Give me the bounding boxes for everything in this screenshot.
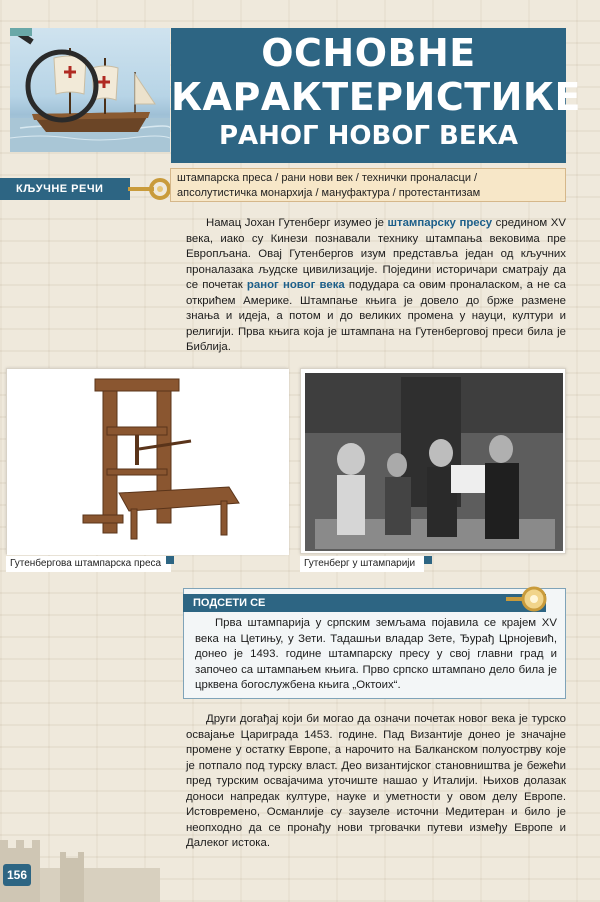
chapter-title xyxy=(171,28,581,163)
caption-marker xyxy=(424,556,432,564)
highlight-early-modern-age: раног новог века xyxy=(246,279,345,291)
keywords-line-2: апсолутистичка монархија / мануфактура / протестантизам xyxy=(177,187,481,199)
keywords-label: КЉУЧНЕ РЕЧИ xyxy=(0,178,130,200)
title-line-1: ОСНОВНЕ xyxy=(261,31,476,75)
key-icon xyxy=(128,168,172,210)
intro-text-3: подудара са овим проналаском, а не са открићем Америке. Штампање књига је довело до брже размене знања и идеја, а потом и до великих промена у науци, култури и религији. Прва књига која је штампана на Гутенберговој преси била је Библија. xyxy=(186,279,566,353)
caption-printing-press: Гутенбергова штампарска преса xyxy=(6,556,171,572)
gear-key-icon xyxy=(506,582,550,616)
remind-text xyxy=(195,616,557,694)
remind-text-content: Прва штампарија у српским земљама појавила се крајем XV века на Цетињу, у Зети. Тадашњи владар Зете, Ђурађ Црнојевић, донео је 1493. године штампарску пресу у свој главни град и започео са штампањем књига. Прво српско штампано дело била је црквена богослужбена књига „Октоих“. xyxy=(195,617,557,691)
keywords-line-1: штампарска преса / рани нови век / технички проналасци / xyxy=(177,172,478,184)
intro-paragraph xyxy=(186,216,566,356)
title-line-2: КАРАКТЕРИСТИКЕ xyxy=(171,75,581,119)
gutenberg-workshop-image xyxy=(300,368,566,554)
caption-marker xyxy=(166,556,174,564)
printing-press-image xyxy=(6,368,288,554)
second-paragraph-text: Други догађај који би могао да означи почетак новог века је турско освајање Цариграда 1453. године. Пад Византије донео је значајне промене у остатку Европе, а нарочито на Балканском полуострву које је потпало под турску власт. Део византијског становништва је бежећи пред турским освајачима уточиште нашао у Италији. Њихов долазак доноси напредак културе, науке и уметности у овом делу Европе. Истовремено, Османлије су заузеле источни Медитеран и било је неопходно да се пронађу нови трговачки путеви између Европе и Далеког истока. xyxy=(186,713,566,849)
highlight-printing-press: штампарску пресу xyxy=(387,217,493,229)
remind-label: ПОДСЕТИ СЕ xyxy=(183,594,546,612)
second-paragraph xyxy=(186,712,566,852)
intro-text-2: средином XV века, иако су Кинези познавали технику штампања вековима пре Европљана. Овај Гутенбергов изум представља један од кључних проналазака људске цивилизације. Поједини историчари сматрају да се почетак xyxy=(186,217,567,291)
printing-press-icon xyxy=(7,369,289,555)
hero-ship-illustration xyxy=(10,28,170,152)
engraving-icon xyxy=(301,369,567,555)
caption-workshop: Гутенберг у штампарији xyxy=(300,556,424,572)
title-line-3: РАНОГ НОВОГ ВЕКА xyxy=(218,121,518,151)
keywords-box xyxy=(170,168,566,202)
page-number: 156 xyxy=(3,864,31,886)
intro-text-1: Намац Јохан Гутенберг изумео је xyxy=(206,217,388,229)
caravel-icon xyxy=(10,28,170,152)
